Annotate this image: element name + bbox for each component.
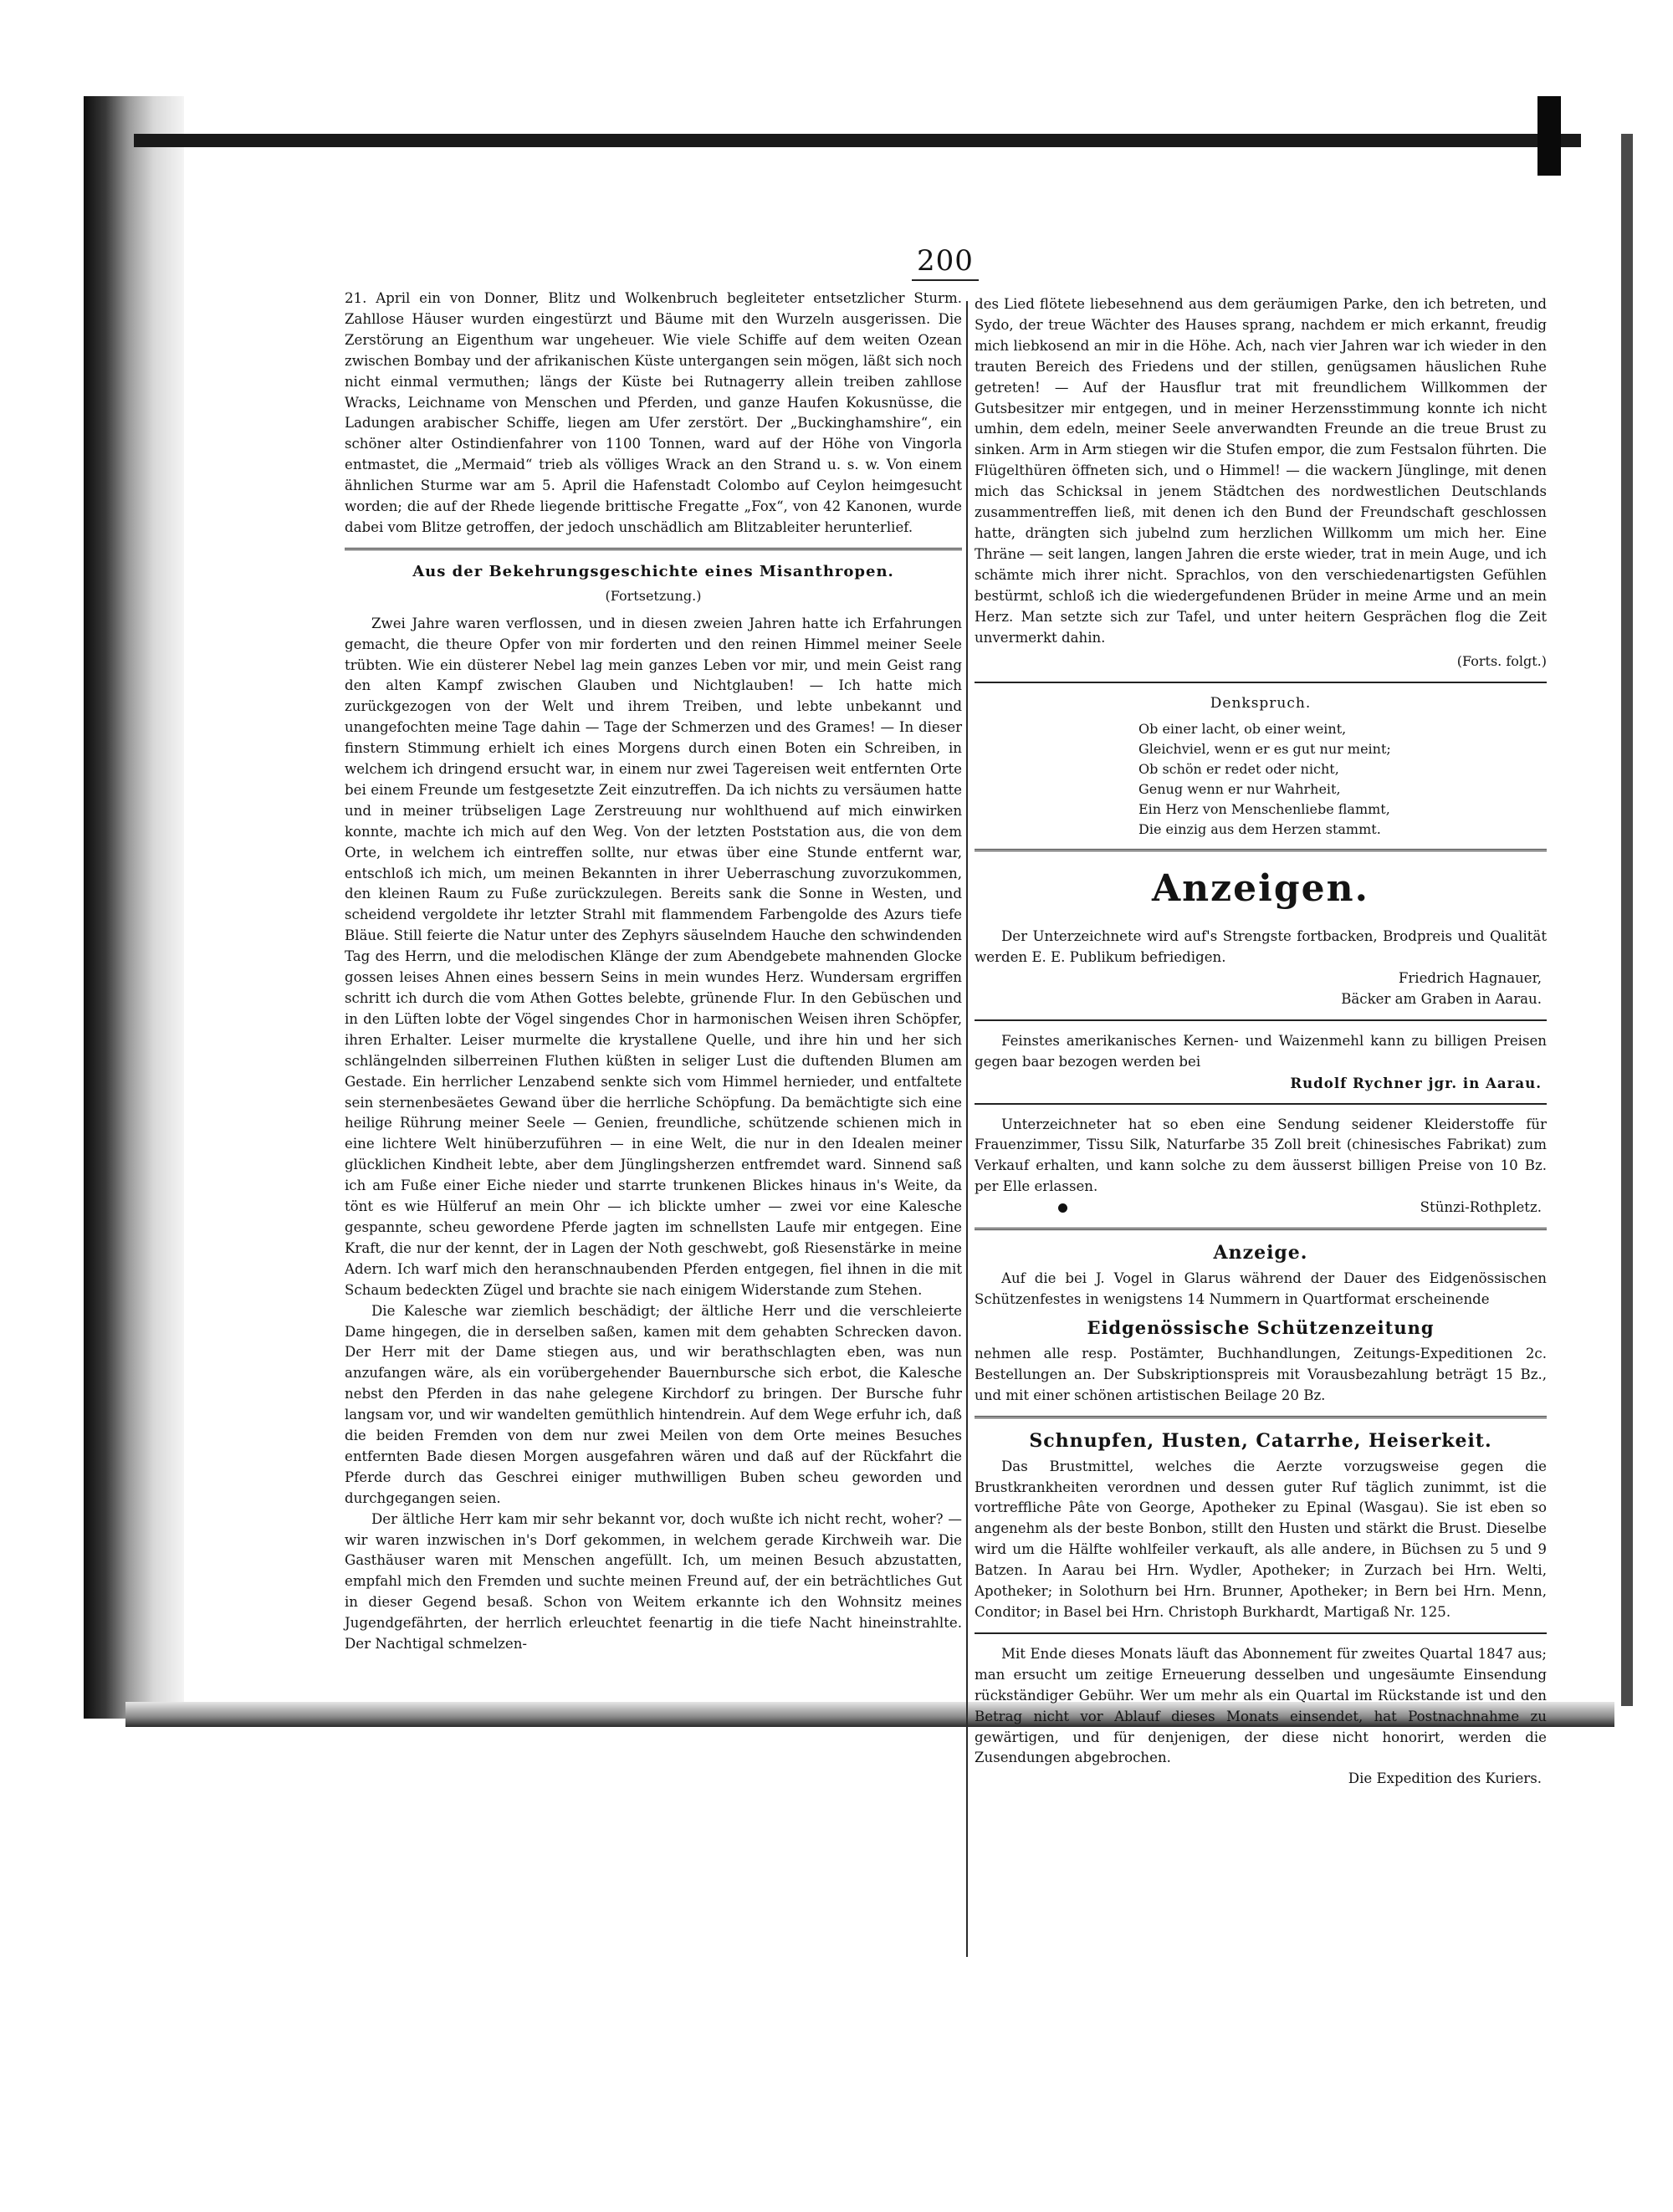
right-column <box>975 294 1547 1793</box>
ad-title: Anzeige. <box>1213 1242 1308 1264</box>
ad-divider <box>975 1019 1547 1021</box>
ad-text: Mit Ende dieses Monats läuft das Abonnement für zweites Quartal 1847 aus; man ersucht um zeitige Erneuerung desselben und ungesäumte Einsendung rückständiger Gebühr. Wer um mehr als ein Quartal im Rückstande ist und den Betrag nicht vor Ablauf dieses Monats einsendet, hat Postnachnahme zu gewärtigen, und für denjenigen, der diese nicht honorirt, werden die Zusendungen abgebrochen. <box>975 1645 1547 1766</box>
scan-binding-shadow <box>84 96 184 1719</box>
story-continuation: des Lied flötete liebesehnend aus dem geräumigen Parke, den ich betreten, und Sydo, der treue Wächter des Hauses sprang, nachdem er mich erkannt, freudig mich liebkosend an mir in die Höhe. Ach, nach vier Jahren war ich wieder in den trauten Bereich des Friedens und der stillen, genügsamen häuslichen Ruhe getreten! — Auf der Hausflur trat mit freundlichem Willkommen der Gutsbesitzer mir entgegen, und in meiner Herzensstimmung konnte ich nicht umhin, dem edeln, meiner Seele anverwandten Freunde an die treue Brust zu sinken. Arm in Arm stiegen wir die Stufen empor, die zum Festsalon führten. Die Flügelthüren öffneten sich, und o Himmel! — die wackern Jünglinge, mit denen mich das Schicksal in jenem Städtchen des nordwestlichen Deutschlands zusammentreffen ließ, mit denen ich den Bund der Freundschaft geschlossen hatte, drängten sich jubelnd zum herzlichen Willkomm um mich her. Eine Thräne — seit langen, langen Jahren die erste wieder, trat in mein Auge, und ich schämte mich ihrer nicht. Sprachlos, von den verschiedenartigsten Gefühlen bestürmt, schloß ich die wiedergefundenen Brüder in meine Arme und an mein Herz. Man setzte sich zur Tafel, und unter heitern Gesprächen flog die Zeit unvermerkt dahin. <box>975 296 1547 646</box>
ad-signature: Die Expedition des Kuriers. <box>1348 1770 1542 1787</box>
ad-text: Der Unterzeichnete wird auf's Strengste fortbacken, Brodpreis und Qualität werden E. E. Publikum befriedigen. <box>975 928 1547 966</box>
motto-poem <box>975 719 1547 840</box>
ad-divider <box>975 1228 1547 1230</box>
left-column <box>345 289 962 1655</box>
poem-line: Ob einer lacht, ob einer weint, <box>1138 721 1347 738</box>
ad-signature: Friedrich Hagnauer, <box>1398 970 1542 987</box>
ad-text: Unterzeichneter hat so eben eine Sendung seidener Kleiderstoffe für Frauenzimmer, Tissu Silk, Naturfarbe 35 Zoll breit (chinesisches Fabrikat) zum Verkauf erhalten, und kann solche zu dem äusserst billigen Preise von 10 Bz. per Elle erlassen. <box>975 1116 1547 1195</box>
poem-line: Ob schön er redet oder nicht, <box>1138 761 1339 778</box>
ad-baker <box>975 927 1547 1010</box>
ad-text: Feinstes amerikanisches Kernen- und Waizenmehl kann zu billigen Preisen gegen baar bezogen werden bei <box>975 1032 1547 1070</box>
bullet-mark <box>1058 1203 1067 1213</box>
story-paragraph: Die Kalesche war ziemlich beschädigt; der ältliche Herr und die verschleierte Dame hingegen, die in derselben saßen, kamen mit dem gehabten Schrecken davon. Der Herr mit der Dame stiegen aus, und wir berathschlagten eben, was nun anzufangen wäre, als ein vorübergehender Bauernbursche sich erbot, die Kalesche nebst den Pferden in das nahe gelegene Kirchdorf zu bringen. Der Bursche fuhr langsam vor, und wir wandelten gemüthlich hintendrein. Auf dem Wege erfuhr ich, daß die beiden Fremden von dem nur zwei Meilen von dem Orte meines Besuches entfernten Bade diesen Morgen ausgefahren wären und daß auf der Rückfahrt die Pferde durch das Geschrei einiger muthwilligen Buben scheu geworden und durchgegangen seien. <box>345 1302 962 1506</box>
ad-subscription-notice <box>975 1644 1547 1790</box>
page-number: 200 <box>912 244 979 281</box>
poem-line: Ein Herz von Menschenliebe flammt, <box>1138 801 1390 818</box>
ad-signature: Stünzi-Rothpletz. <box>1420 1199 1542 1216</box>
ad-divider <box>975 1103 1547 1105</box>
motto-title: Denkspruch. <box>1210 695 1312 713</box>
poem-line: Die einzig aus dem Herzen stammt. <box>1138 821 1381 838</box>
poem-line: Genug wenn er nur Wahrheit, <box>1138 781 1341 798</box>
ad-divider <box>975 1632 1547 1634</box>
ad-signature-row <box>975 1198 1547 1218</box>
story-paragraph: Zwei Jahre waren verflossen, und in diesen zweien Jahren hatte ich Erfahrungen gemacht, die theure Opfer von mir forderten und den reinen Himmel meiner Seele trübten. Wie ein düsterer Nebel lag mein ganzes Leben vor mir, und mein Geist rang den alten Kampf zwischen Glauben und Nichtglauben! — Ich hatte mich zurückgezogen von der Welt und ihrem Treiben, und lebte unbekannt und unangefochten meine Tage dahin — Tage der Schmerzen und des Grames! — In dieser finstern Stimmung erhielt ich eines Morgens durch einen Boten ein Schreiben, in welchem ich dringend ersucht war, in einem nur zwei Tagereisen weit entfernten Orte bei einem Freunde um festgesetzte Zeit einzutreffen. Da ich nichts zu versäumen hatte und in meiner trübseligen Lage Zerstreuung nur wohlthuend auf mich einwirken konnte, machte ich mich auf den Weg. Von der letzten Poststation aus, die von dem Orte, in welchem ich eintreffen sollte, nur etwas über eine Stunde entfernt war, entschloß ich mich, um meinen Bekannten in ihrer Ueberraschung zuvorzukommen, den kleinen Raum zu Fuße zurückzulegen. Bereits sank die Sonne in Westen, und scheidend vergoldete ihr letzter Strahl mit flammendem Farbengolde des Azurs tiefe Bläue. Still feierte die Natur unter des Zephyrs säuselndem Hauche den schwindenden Tag des Herrn, und die melodischen Klänge der zum Abendgebete mahnenden Glocke gossen leises Ahnen eines bessern Seins in mein wundes Herz. Wundersam ergriffen schritt ich durch die vom Athen Gottes belebte, grünende Flur. In den Gebüschen und in den Lüften lobte der Vögel singendes Chor in harmonischen Weisen ihren Schöpfer, ihren Erhalter. Leiser murmelte die krystallene Quelle, und ihre hin und her sich schlängelnden silberreinen Fluthen küßten in seliger Lust die duftenden Blumen am Gestade. Ein herrlicher Lenzabend senkte sich vom Himmel hernieder, und entfaltete sein sternenbesäetes Gewand über die herrliche Schöpfung. Da bemächtigte sich eine heilige Rührung meiner Seele — Genien, freundliche, schützende schienen mich in eine lichtere Welt hinüberzuführen — in eine Welt, die nur in den Idealen meiner glücklichen Kindheit lebte, aber dem Jünglingsherzen entfremdet ward. Sinnend saß ich am Fuße einer Eiche nieder und starrte trunkenen Blickes hinaus in's Weite, da tönt es wie Hülferuf an mein Ohr — ich blickte umher — zwei vor eine Kalesche gespannte, scheu gewordene Pferde jagten im schnellsten Laufe mir entgegen. Eine Kraft, die nur der kennt, der in Lagen der Noth geschwebt, goß Riesenstärke in meine Adern. Ich warf mich den heranschnaubenden Pferden entgegen, fiel ihnen in die mit Schaum bedeckten Zügel und brachte sie nach einigem Widerstande zum Stehen. <box>345 615 962 1298</box>
section-divider <box>975 682 1547 683</box>
scan-top-border <box>134 134 1581 147</box>
story-paragraph: Der ältliche Herr kam mir sehr bekannt vor, doch wußte ich nicht recht, woher? — wir waren inzwischen in's Dorf gekommen, in welchem gerade Kirchweih war. Die Gasthäuser waren mit Menschen angefüllt. Ich, um meinen Besuch abzustatten, empfahl mich den Fremden und suchte meinen Freund auf, der ein beträchtliches Gut in dieser Gegend besaß. Schon von Weitem erkannte ich den Wohnsitz meines Jugendgefährten, der herrlich erleuchtet feenartig in die tiefe Nacht hineinstrahlte. Der Nachtigal schmelzen- <box>345 1510 962 1653</box>
section-divider <box>345 548 962 550</box>
ads-heading: Anzeigen. <box>1152 867 1369 911</box>
scan-corner-mark <box>1537 96 1561 176</box>
ad-text: Das Brustmittel, welches die Aerzte vorzugsweise gegen die Brustkrankheiten verordnen und dessen guter Ruf täglich zunimmt, ist die vortreffliche Pâte von George, Apotheker zu Epinal (Wasgau). Sie ist eben so angenehm als der beste Bonbon, stillt den Husten und stärkt die Brust. Dieselbe wird um die Hälfte wohlfeiler verkauft, als alle andere, in Büchsen zu 5 und 9 Batzen. In Aarau bei Hrn. Wydler, Apotheker; in Zurzach bei Hrn. Welti, Apotheker; in Solothurn bei Hrn. Brunner, Apotheker; in Bern bei Hrn. Menn, Conditor; in Basel bei Hrn. Christoph Burkhardt, Martigaß Nr. 125. <box>975 1458 1547 1620</box>
section-divider <box>975 849 1547 851</box>
ad-flour <box>975 1031 1547 1094</box>
ad-text: Auf die bei J. Vogel in Glarus während der Dauer des Eidgenössischen Schützenfestes in wenigstens 14 Nummern in Quartformat erscheinende <box>975 1270 1547 1307</box>
story-title: Aus der Bekehrungsgeschichte eines Misanthropen. <box>412 562 894 580</box>
ad-signature: Rudolf Rychner jgr. in Aarau. <box>1290 1074 1542 1091</box>
story-subtitle: (Fortsetzung.) <box>605 587 702 604</box>
news-paragraph: 21. April ein von Donner, Blitz und Wolkenbruch begleiteter entsetzlicher Sturm. Zahllose Häuser wurden eingestürzt und Bäume mit den Wurzeln ausgerissen. Die Zerstörung an Eigenthum war ungeheuer. Wie viele Schiffe auf dem weiten Ozean zwischen Bombay und der afrikanischen Küste untergangen sein mögen, läßt sich noch nicht einmal vermuthen; längs der Küste bei Rutnagerry allein treiben zahllose Wracks, Leichname von Menschen und Pferden, und ganze Haufen Kokusnüsse, die Ladungen arabischer Schiffe, liegen am Ufer zerstört. Der „Buckinghamshire“, ein schöner alter Ostindienfahrer von 1100 Tonnen, ward auf der Höhe von Vingorla entmastet, die „Mermaid“ trieb als völliges Wrack an den Strand u. s. w. Von einem ähnlichen Sturme war am 5. April die Hafenstadt Colombo auf Ceylon heimgesucht worden; die auf der Rhede liegende brittische Fregatte „Fox“, von 42 Kanonen, wurde dabei vom Blitze getroffen, der jedoch unschädlich am Blitzableiter herunterlief. <box>345 290 962 535</box>
ad-shooting-newspaper <box>975 1240 1547 1407</box>
poem-line: Gleichviel, wenn er es gut nur meint; <box>1138 741 1391 758</box>
ad-cough-remedy <box>975 1428 1547 1623</box>
continued-note: (Forts. folgt.) <box>1456 653 1547 670</box>
ad-address: Bäcker am Graben in Aarau. <box>1341 990 1542 1007</box>
ad-divider <box>975 1416 1547 1418</box>
publication-title: Eidgenössische Schützenzeitung <box>1087 1316 1435 1338</box>
ad-silk <box>975 1115 1547 1219</box>
ad-title: Schnupfen, Husten, Catarrhe, Heiserkeit. <box>1029 1429 1492 1452</box>
scan-right-border <box>1621 134 1633 1706</box>
column-divider <box>966 301 968 1957</box>
ad-text: nehmen alle resp. Postämter, Buchhandlungen, Zeitungs-Expeditionen 2c. Bestellungen an. Der Subskriptionspreis mit Vorausbezahlung beträgt 15 Bz., und mit einer schönen artistischen Beilage 20 Bz. <box>975 1345 1547 1403</box>
